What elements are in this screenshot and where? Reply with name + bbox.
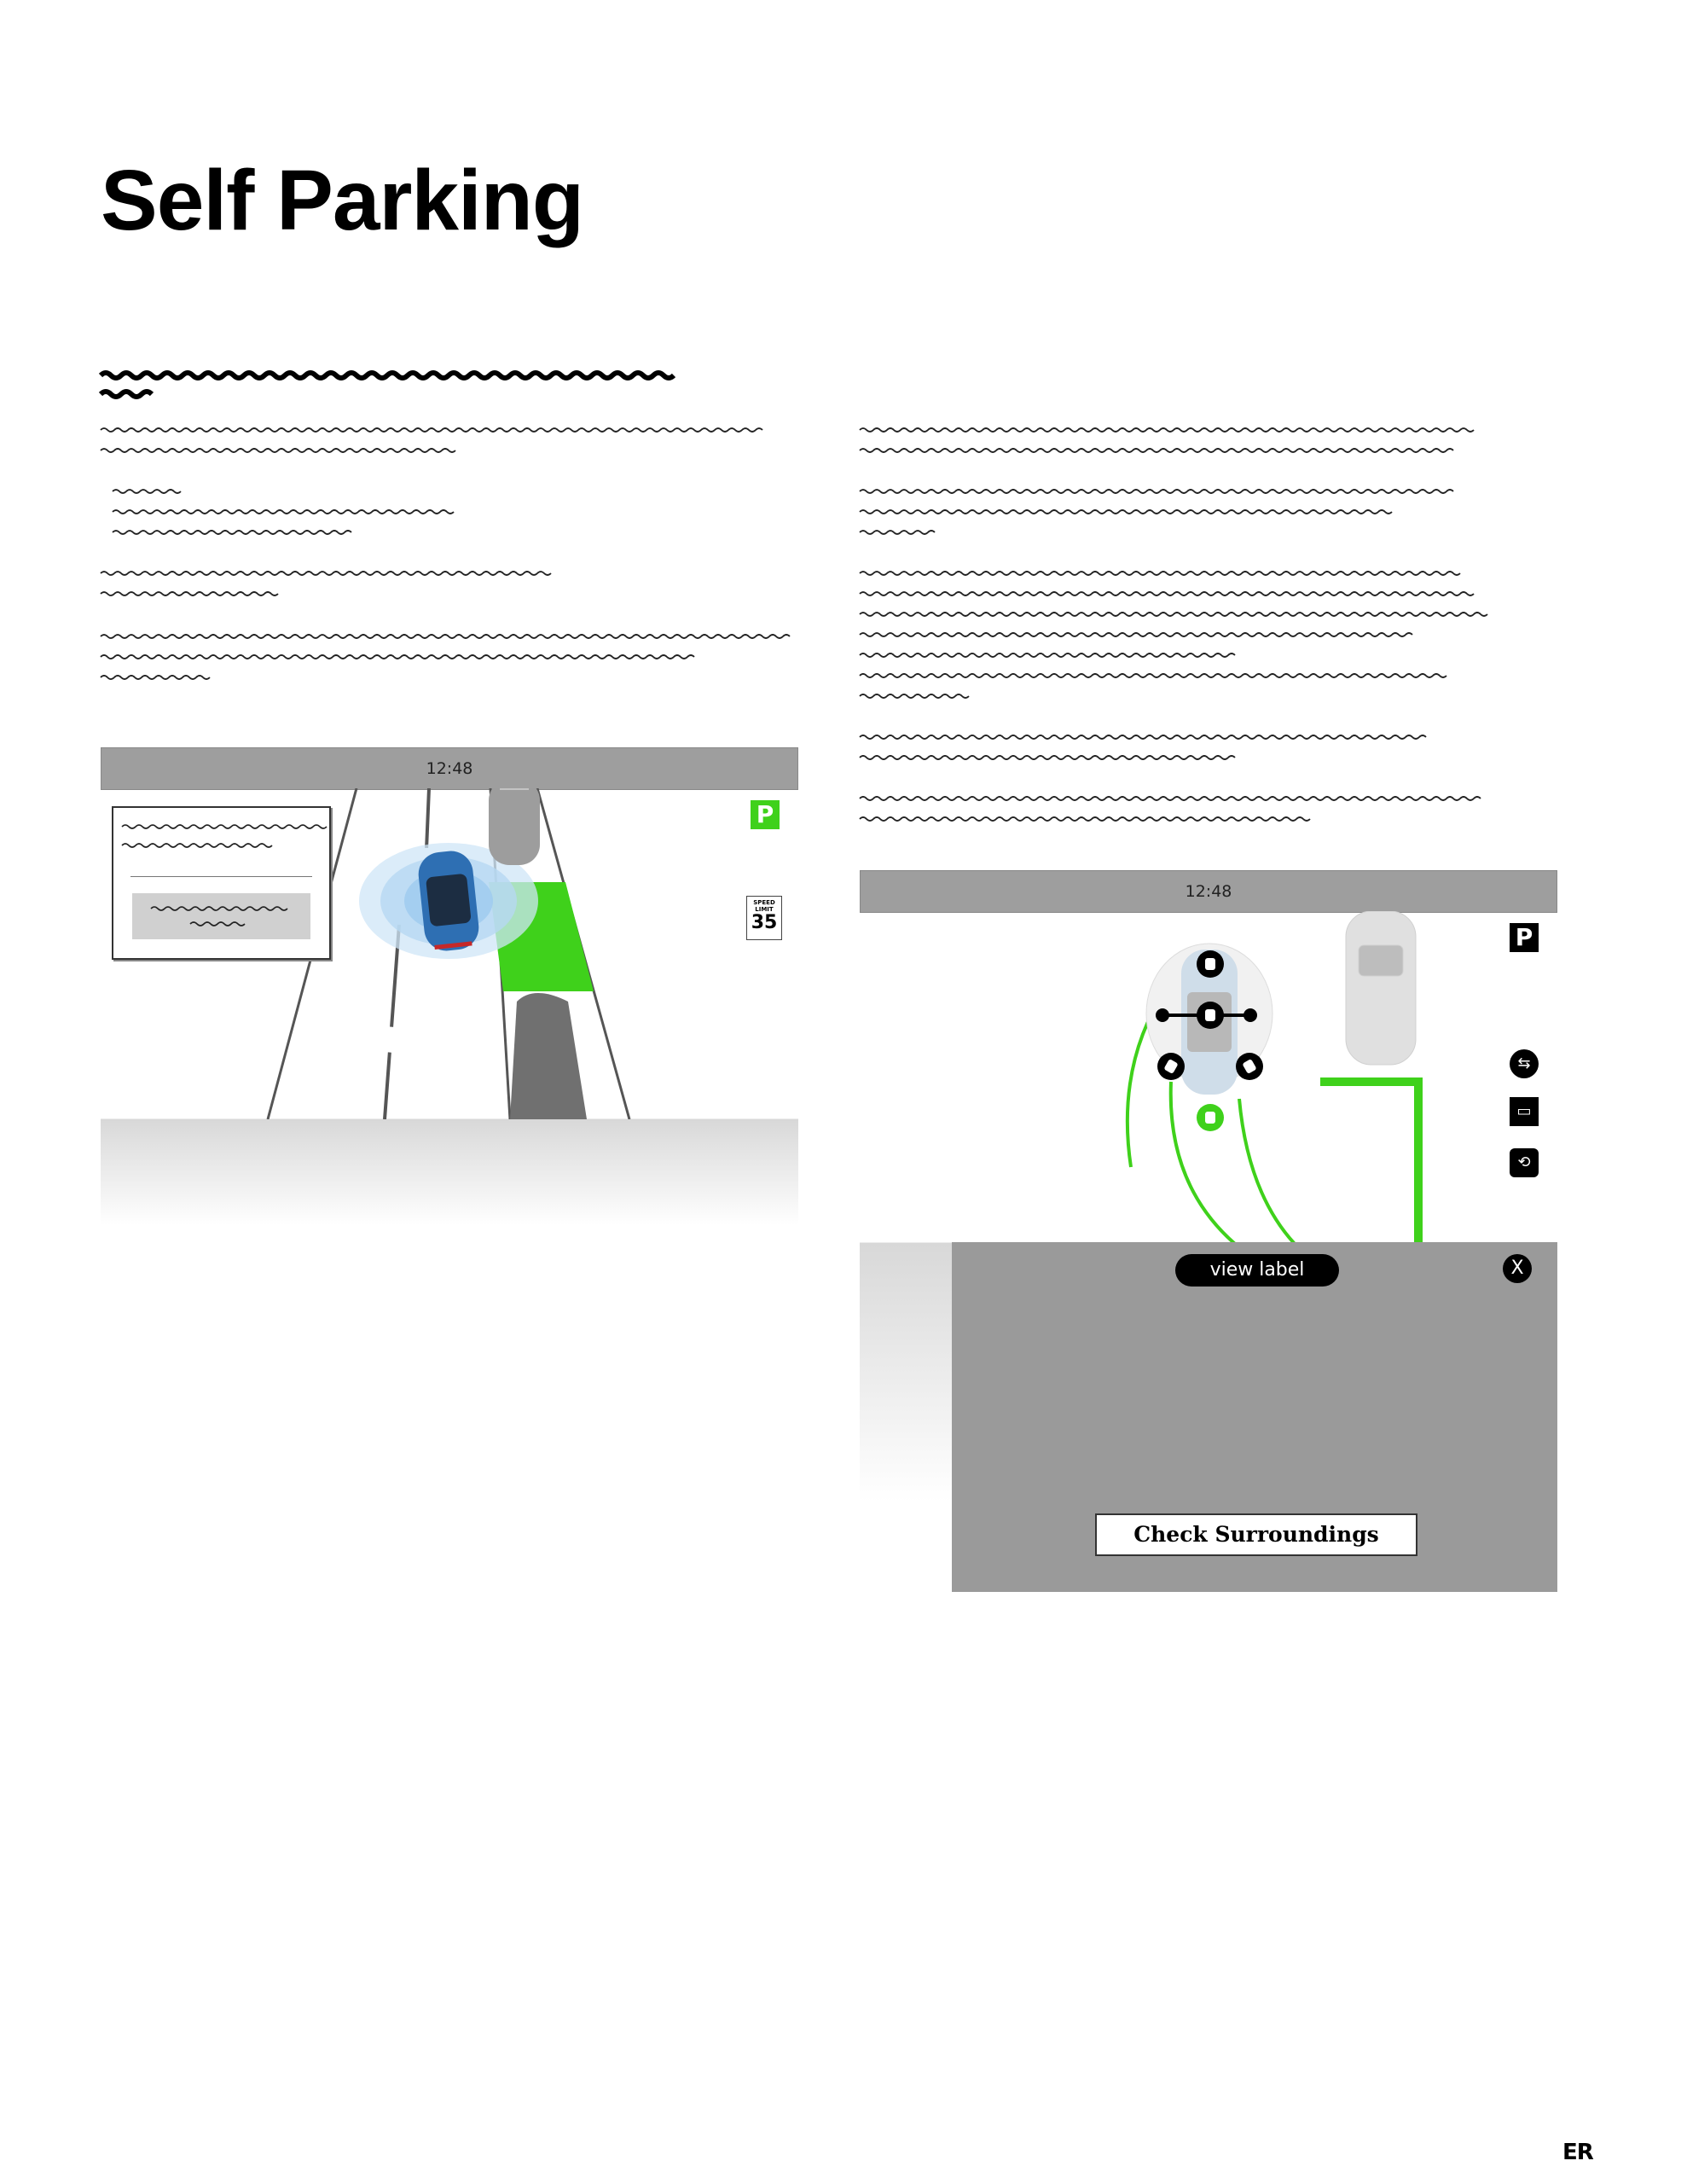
camera-rotate-icon[interactable]: ⟲ (1510, 1148, 1539, 1177)
right-column-text-redacted (860, 423, 1559, 841)
footer-mark: ER (1562, 2140, 1593, 2165)
speed-limit-label: SPEED LIMIT (753, 899, 775, 913)
status-bar (101, 747, 798, 790)
info-card-text-redacted (122, 822, 335, 856)
right-screen (860, 870, 1557, 1629)
parked-car-front (489, 788, 540, 865)
page-title: Self Parking (101, 153, 583, 248)
parked-car-rear (510, 993, 587, 1119)
speed-limit-sign (746, 896, 782, 940)
info-card-action[interactable] (132, 893, 310, 939)
info-card[interactable] (112, 806, 331, 960)
status-time: 12:48 (1185, 882, 1232, 901)
section-heading-redacted (101, 367, 646, 401)
parked-car (1346, 911, 1416, 1065)
status-bar (860, 870, 1557, 913)
status-time: 12:48 (426, 759, 473, 778)
left-column-text-redacted (101, 423, 800, 696)
info-card-divider (130, 876, 312, 877)
trajectory-curve (1171, 1082, 1235, 1244)
screen-icon[interactable]: ▭ (1510, 1097, 1539, 1126)
left-screen (101, 747, 798, 1225)
auto-park-icon[interactable]: ⇆ (1510, 1049, 1539, 1078)
parking-scene (860, 911, 1557, 1244)
trajectory-curve (1239, 1099, 1295, 1244)
check-surroundings-button[interactable]: Check Surroundings (1095, 1513, 1417, 1556)
parking-badge: P (751, 800, 780, 829)
surroundings-overlay (952, 1242, 1557, 1592)
parking-badge: P (1510, 923, 1539, 952)
view-label-button[interactable]: view label (1175, 1254, 1339, 1287)
speed-limit-value: 35 (751, 912, 778, 933)
info-card-action-text-redacted (151, 905, 296, 931)
close-button[interactable]: X (1503, 1254, 1532, 1283)
target-bay-outline (1320, 1082, 1418, 1244)
